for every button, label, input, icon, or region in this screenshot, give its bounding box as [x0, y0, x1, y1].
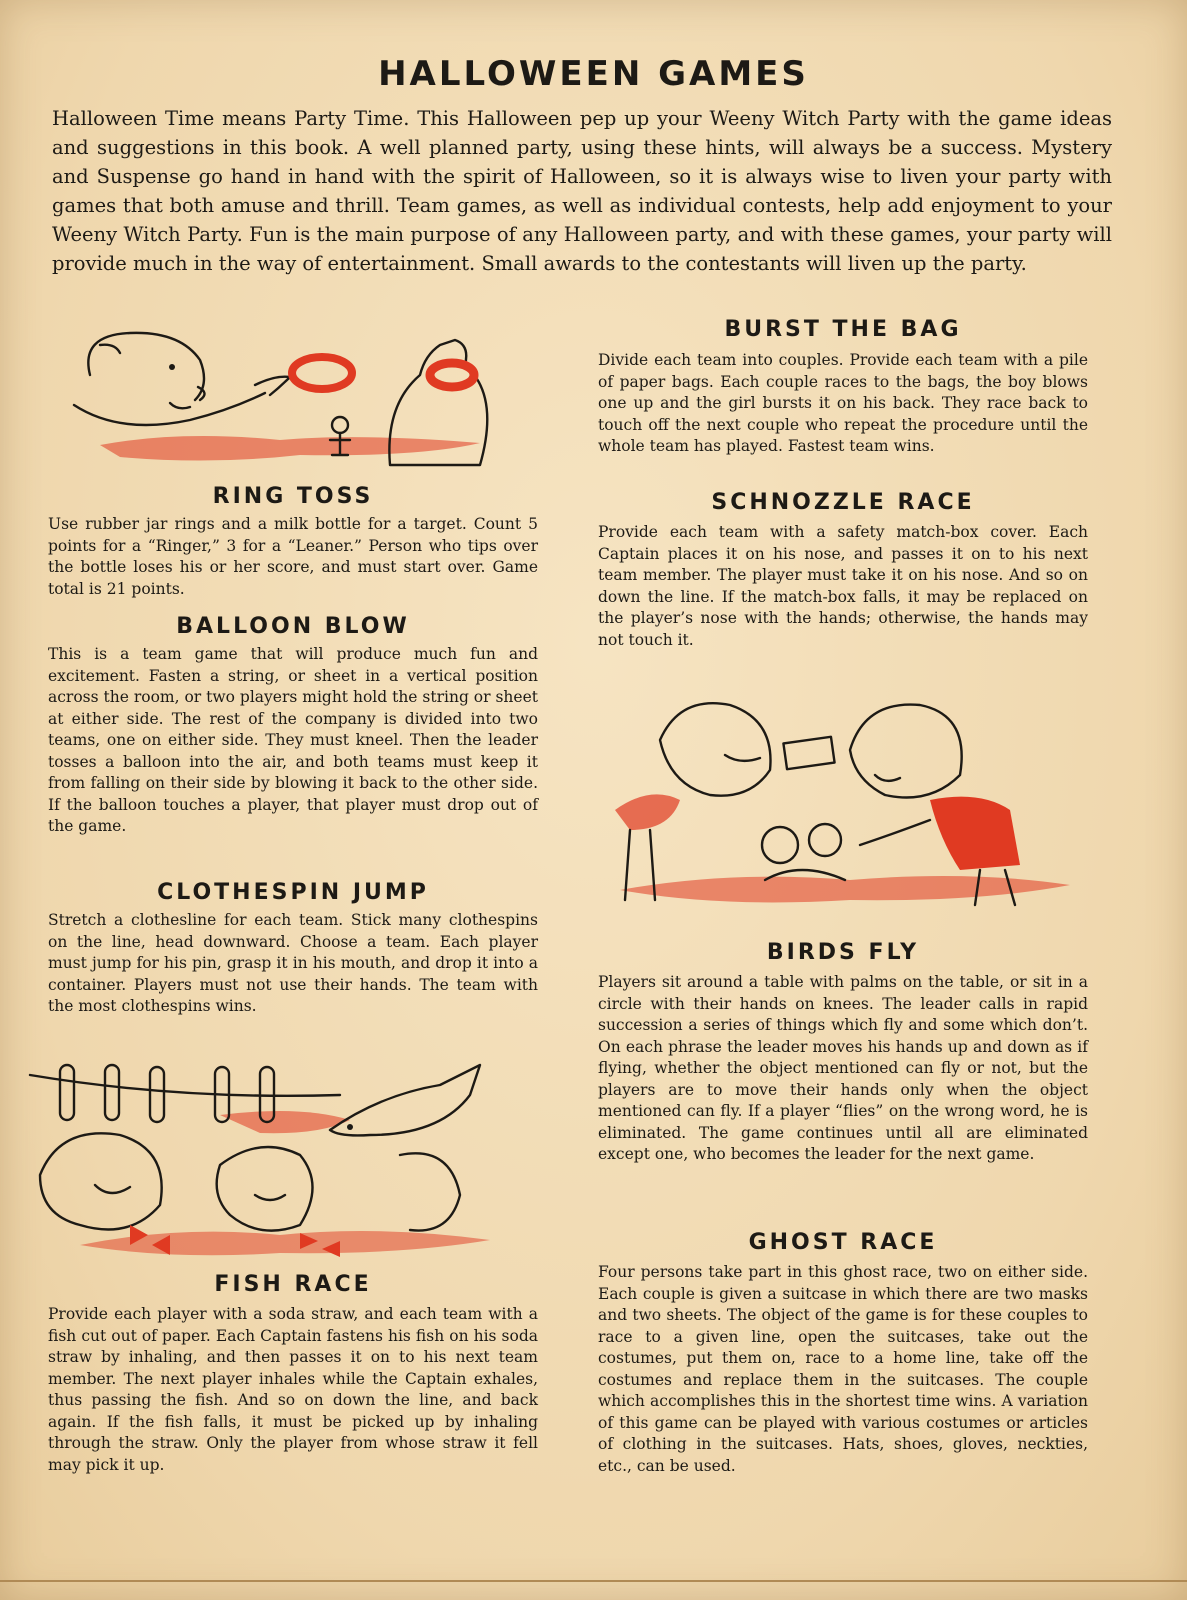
ring-toss-text: Use rubber jar rings and a milk bottle for a target. Count 5 points for a “Ringer,” 3 for a “Leaner.” Person who tips over the bottle loses his or her score, and must start over. Game total is 21 points.: [48, 515, 538, 598]
fish-race-title: FISH RACE: [214, 1272, 372, 1297]
schnozzle-race-text: Provide each team with a safety match-box cover. Each Captain places it on his nose, and passes it on to his next team member. The player must take it on his nose. And so on down the line. If the match-box falls, it may be replaced on the player’s nose with the hands; otherwise, the hands may not touch it.: [598, 523, 1088, 649]
fish-race-text: Provide each player with a soda straw, and each team with a fish cut out of paper. Each Captain fastens his fish on his soda straw by inhaling, and then passes it on to his next team member. The next player inhales while the Captain exhales, thus passing the fish. And so on down the line, and back again. If the fish falls, it must be picked up by inhaling through the straw. Only the player from whose straw it fell may pick it up.: [48, 1305, 538, 1474]
small-kids: [762, 824, 845, 880]
ghost-race-text: Four persons take part in this ghost race, two on either side. Each couple is given a suitcase in which there are two masks and two sheets. The object of the game is for these couples to race to a given line, open the suitcases, take out the costumes, put them on, race to a home line, take off the costumes and replace them in the suitcases. The couple which accomplishes this in the shortest time wins. A variation of this game can be played with various costumes or articles of clothing in the suitcases. Hats, shoes, gloves, neckties, etc., can be used.: [598, 1263, 1088, 1475]
ghost-race-title: GHOST RACE: [748, 1230, 938, 1255]
birds-fly-text: Players sit around a table with palms on the table, or sit in a circle with their hands on knees. The leader calls in rapid succession a series of things which fly and some which don’t. On each phrase the leader moves his hands up and down as if flying, whether the object mentioned can fly or not, but the players are to move their hands only when the object mentioned can fly. If a player “flies” on the wrong word, he is eliminated. The game continues until all are eliminated except one, who becomes the leader for the next game.: [598, 973, 1088, 1163]
clothesline: [30, 1075, 340, 1096]
balloon-blow-text: This is a team game that will produce much fun and excitement. Fasten a string, or sheet in a vertical position across the room, or two players might hold the string or sheet at either side. The rest of the company is divided into two teams, one on either side. They must kneel. Then the leader tosses a balloon into the air, and both teams must keep it from falling on their side by blowing it back to the other side. If the balloon touches a player, that player must drop out of the game.: [48, 645, 538, 835]
ring-toss-illustration: [60, 315, 530, 480]
burst-the-bag-title: BURST THE BAG: [724, 317, 962, 342]
intro-paragraph: Halloween Time means Party Time. This Halloween pep up your Weeny Witch Party with the game ideas and suggestions in this book. A well planned party, using these hints, will always be a success. Mystery and Suspense go hand in hand with the spirit of Halloween, so it is always wise to liven your party with games that both amuse and thrill. Team games, as well as individual contests, help add enjoyment to your Weeny Witch Party. Fun is the main purpose of any Halloween party, and with these games, your party will provide much in the way of entertainment. Small awards to the contestants will liven up the party.: [52, 107, 1112, 275]
match-box: [783, 737, 834, 769]
boy-figure: [850, 705, 1020, 905]
floor-splatter: [100, 436, 480, 461]
girl-figure: [615, 703, 771, 900]
clothespin-jump-title: CLOTHESPIN JUMP: [157, 880, 429, 905]
birds-fly-title: BIRDS FLY: [766, 940, 920, 965]
page-edge: [0, 1580, 1187, 1582]
red-ring: [292, 357, 352, 389]
clothespin-jump-text: Stretch a clothesline for each team. Stick many clothespins on the line, head downward. Choose a team. Each player must jump for his pin, grasp it in his mouth, and drop it into a container. Players must not use their hands. The team with the most clothespins wins.: [48, 911, 538, 1015]
paper-fish: [330, 1065, 480, 1135]
schnozzle-race-title: SCHNOZZLE RACE: [711, 490, 975, 515]
clothespin-fish-illustration: [20, 1055, 540, 1265]
ring-toss-title: RING TOSS: [212, 484, 374, 509]
boy-face: [74, 333, 290, 425]
page-title: HALLOWEEN GAMES: [378, 54, 809, 94]
balloon-blow-title: BALLOON BLOW: [176, 614, 410, 639]
burst-the-bag-text: Divide each team into couples. Provide each team with a pile of paper bags. Each couple races to the bags, the boy blows one up and the girl bursts it on his back. They race back to touch off the next couple who repeat the procedure until the whole team has played. Fastest team wins.: [598, 351, 1088, 455]
schnozzle-race-illustration: [600, 680, 1100, 930]
